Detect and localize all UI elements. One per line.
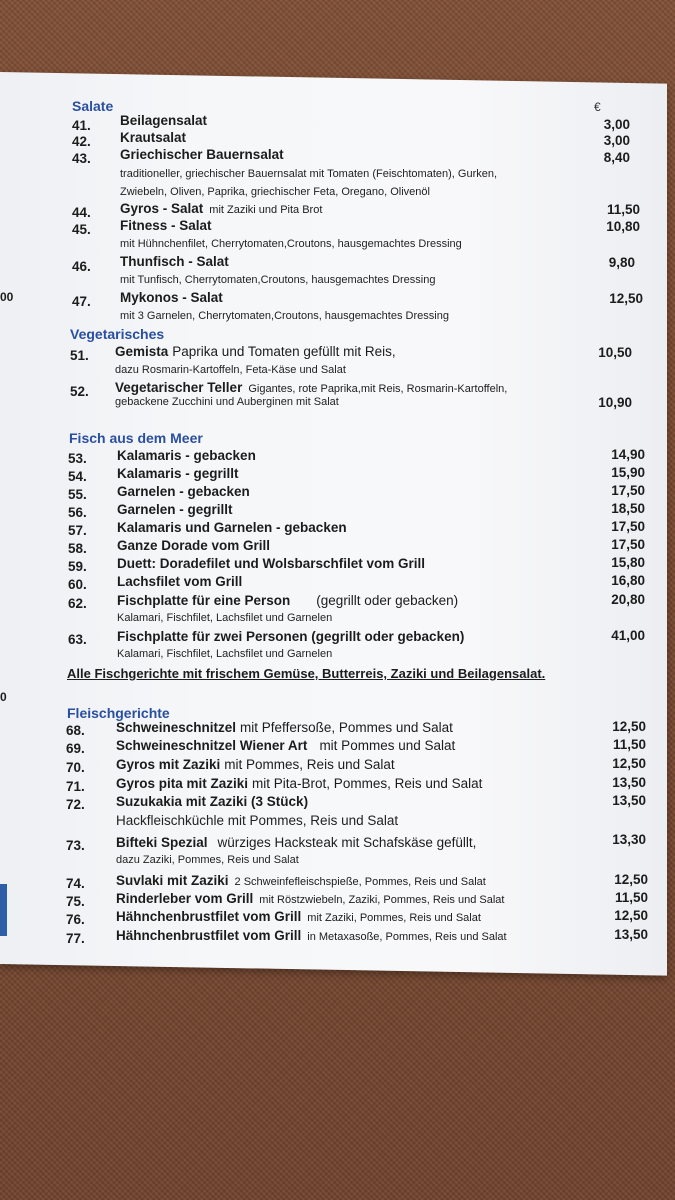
section-title-vegetarisches: Vegetarisches bbox=[70, 326, 165, 342]
item-price: 12,50 bbox=[614, 908, 648, 923]
item-number: 43. bbox=[72, 151, 91, 166]
item-description: mit Tunfisch, Cherrytomaten,Croutons, hausgemachtes Dressing bbox=[120, 274, 436, 286]
item-name: Bifteki Spezial würziges Hacksteak mit Schafskäse gefüllt, bbox=[116, 835, 477, 850]
section-title-fleisch: Fleischgerichte bbox=[67, 705, 170, 721]
item-number: 77. bbox=[66, 931, 85, 946]
item-name: Kalamaris und Garnelen - gebacken bbox=[117, 520, 347, 535]
item-number: 73. bbox=[66, 838, 85, 853]
item-number: 46. bbox=[72, 259, 91, 274]
item-number: 72. bbox=[66, 797, 85, 812]
item-number: 41. bbox=[72, 118, 91, 133]
edge-fragment: 00 bbox=[0, 290, 14, 304]
item-number: 63. bbox=[68, 632, 87, 647]
item-inline-description: Gigantes, rote Paprika,mit Reis, Rosmarin-Kartoffeln, bbox=[248, 383, 508, 395]
item-description: dazu Zaziki, Pommes, Reis und Salat bbox=[116, 854, 299, 866]
item-price: 10,50 bbox=[598, 345, 632, 360]
fish-note: Alle Fischgerichte mit frischem Gemüse, Butterreis, Zaziki und Beilagensalat. bbox=[67, 666, 546, 681]
item-name: Beilagensalat bbox=[120, 113, 208, 128]
item-inline-description: mit Zaziki und Pita Brot bbox=[209, 204, 323, 216]
item-price: 10,90 bbox=[598, 395, 632, 410]
item-name: Gemista Paprika und Tomaten gefüllt mit Reis, bbox=[115, 344, 396, 359]
item-description: gebackene Zucchini und Auberginen mit Salat bbox=[115, 396, 339, 408]
item-name: Hähnchenbrustfilet vom Grill mit Zaziki, Pommes, Reis und Salat bbox=[116, 909, 481, 924]
item-name: Fischplatte für eine Person (gegrillt oder gebacken) bbox=[117, 593, 459, 608]
item-name: Mykonos - Salat bbox=[120, 290, 223, 305]
item-number: 74. bbox=[66, 876, 85, 891]
item-name: Ganze Dorade vom Grill bbox=[117, 538, 271, 553]
item-inline-description: 2 Schweinfefleischspieße, Pommes, Reis und Salat bbox=[234, 876, 486, 888]
section-title-salate: Salate bbox=[72, 98, 114, 114]
item-name: Kalamaris - gebacken bbox=[117, 448, 256, 463]
item-price: 14,90 bbox=[611, 447, 645, 462]
item-description: Kalamari, Fischfilet, Lachsfilet und Garnelen bbox=[117, 612, 333, 624]
item-number: 47. bbox=[72, 294, 91, 309]
item-price: 12,50 bbox=[612, 756, 646, 771]
item-number: 68. bbox=[66, 723, 85, 738]
item-name: Gyros mit Zaziki mit Pommes, Reis und Salat bbox=[116, 757, 395, 772]
item-name: Fitness - Salat bbox=[120, 218, 212, 233]
item-name: Suvlaki mit Zaziki 2 Schweinfefleischspieße, Pommes, Reis und Salat bbox=[116, 873, 486, 888]
item-description: mit Hühnchenfilet, Cherrytomaten,Croutons, hausgemachtes Dressing bbox=[120, 238, 462, 250]
item-inline-description: mit Pita-Brot, Pommes, Reis und Salat bbox=[252, 776, 483, 791]
item-number: 76. bbox=[66, 912, 85, 927]
item-description: dazu Rosmarin-Kartoffeln, Feta-Käse und Salat bbox=[115, 364, 346, 376]
item-name: Gyros pita mit Zaziki mit Pita-Brot, Pommes, Reis und Salat bbox=[116, 776, 483, 791]
item-number: 70. bbox=[66, 760, 85, 775]
item-name: Krautsalat bbox=[120, 130, 187, 145]
item-price: 15,80 bbox=[611, 555, 645, 570]
item-inline-description: (gegrillt oder gebacken) bbox=[316, 593, 459, 608]
item-description: Zwiebeln, Oliven, Paprika, griechischer Feta, Oregano, Olivenöl bbox=[120, 186, 430, 198]
item-name: Griechischer Bauernsalat bbox=[120, 147, 284, 162]
item-inline-description: in Metaxasoße, Pommes, Reis und Salat bbox=[307, 931, 507, 943]
item-price: 13,50 bbox=[612, 775, 646, 790]
item-description: Hackfleischküchle mit Pommes, Reis und Salat bbox=[116, 813, 399, 828]
item-price: 13,50 bbox=[612, 793, 646, 808]
item-name: Vegetarischer Teller Gigantes, rote Paprika,mit Reis, Rosmarin-Kartoffeln, bbox=[115, 380, 508, 395]
item-price: 13,30 bbox=[612, 832, 646, 847]
item-number: 56. bbox=[68, 505, 87, 520]
item-number: 62. bbox=[68, 596, 87, 611]
item-price: 12,50 bbox=[614, 872, 648, 887]
item-price: 11,50 bbox=[614, 890, 648, 905]
item-inline-description: mit Röstzwiebeln, Zaziki, Pommes, Reis und Salat bbox=[259, 894, 505, 906]
item-number: 59. bbox=[68, 559, 87, 574]
item-name: Schweineschnitzel Wiener Art mit Pommes und Salat bbox=[116, 738, 456, 753]
item-number: 60. bbox=[68, 577, 87, 592]
item-inline-description: mit Pommes, Reis und Salat bbox=[224, 757, 395, 772]
item-number: 52. bbox=[70, 384, 89, 399]
item-price: 15,90 bbox=[611, 465, 645, 480]
item-description: mit 3 Garnelen, Cherrytomaten,Croutons, hausgemachtes Dressing bbox=[120, 310, 449, 322]
item-name: Lachsfilet vom Grill bbox=[117, 574, 243, 589]
item-price: 12,50 bbox=[609, 291, 643, 306]
item-price: 3,00 bbox=[603, 117, 630, 132]
item-price: 11,50 bbox=[606, 202, 640, 217]
item-name: Garnelen - gegrillt bbox=[117, 502, 233, 517]
currency-symbol: € bbox=[594, 100, 601, 114]
item-description: traditioneller, griechischer Bauernsalat mit Tomaten (Feischtomaten), Gurken, bbox=[120, 168, 498, 180]
item-number: 71. bbox=[66, 779, 85, 794]
item-name: Suzukakia mit Zaziki (3 Stück) bbox=[116, 794, 309, 809]
item-number: 54. bbox=[68, 469, 87, 484]
item-number: 57. bbox=[68, 523, 87, 538]
item-price: 12,50 bbox=[612, 719, 646, 734]
item-number: 51. bbox=[70, 348, 89, 363]
item-description: Kalamari, Fischfilet, Lachsfilet und Garnelen bbox=[117, 648, 333, 660]
item-price: 18,50 bbox=[611, 501, 645, 516]
edge-fragment: 0 bbox=[0, 690, 7, 704]
item-name: Gyros - Salat mit Zaziki und Pita Brot bbox=[120, 201, 323, 216]
item-inline-description: mit Zaziki, Pommes, Reis und Salat bbox=[307, 912, 481, 924]
item-name: Hähnchenbrustfilet vom Grill in Metaxasoße, Pommes, Reis und Salat bbox=[116, 928, 507, 943]
item-price: 41,00 bbox=[611, 628, 645, 643]
item-price: 3,00 bbox=[603, 133, 630, 148]
item-name: Kalamaris - gegrillt bbox=[117, 466, 239, 481]
item-price: 20,80 bbox=[611, 592, 645, 607]
item-price: 16,80 bbox=[611, 573, 645, 588]
item-inline-description: würziges Hacksteak mit Schafskäse gefüllt, bbox=[217, 835, 477, 850]
item-price: 17,50 bbox=[611, 483, 645, 498]
item-number: 42. bbox=[72, 134, 91, 149]
item-name: Garnelen - gebacken bbox=[117, 484, 250, 499]
item-number: 69. bbox=[66, 741, 85, 756]
item-number: 55. bbox=[68, 487, 87, 502]
item-price: 17,50 bbox=[611, 519, 645, 534]
item-name: Rinderleber vom Grill mit Röstzwiebeln, Zaziki, Pommes, Reis und Salat bbox=[116, 891, 505, 906]
item-number: 58. bbox=[68, 541, 87, 556]
item-number: 44. bbox=[72, 205, 91, 220]
item-name: Thunfisch - Salat bbox=[120, 254, 229, 269]
item-name: Duett: Doradefilet und Wolsbarschfilet vom Grill bbox=[117, 556, 426, 571]
item-number: 53. bbox=[68, 451, 87, 466]
item-name: Schweineschnitzel mit Pfeffersoße, Pommes und Salat bbox=[116, 720, 453, 735]
item-price: 10,80 bbox=[606, 219, 640, 234]
item-price: 8,40 bbox=[603, 150, 630, 165]
item-name: Fischplatte für zwei Personen (gegrillt oder gebacken) bbox=[117, 629, 465, 644]
item-inline-description: Paprika und Tomaten gefüllt mit Reis, bbox=[172, 344, 396, 359]
section-title-fisch: Fisch aus dem Meer bbox=[69, 430, 203, 446]
item-price: 9,80 bbox=[608, 255, 635, 270]
item-inline-description: mit Pommes und Salat bbox=[319, 738, 456, 753]
item-inline-description: mit Pfeffersoße, Pommes und Salat bbox=[240, 720, 453, 735]
item-number: 45. bbox=[72, 222, 91, 237]
item-price: 11,50 bbox=[612, 737, 646, 752]
item-price: 17,50 bbox=[611, 537, 645, 552]
item-price: 13,50 bbox=[614, 927, 648, 942]
item-number: 75. bbox=[66, 894, 85, 909]
